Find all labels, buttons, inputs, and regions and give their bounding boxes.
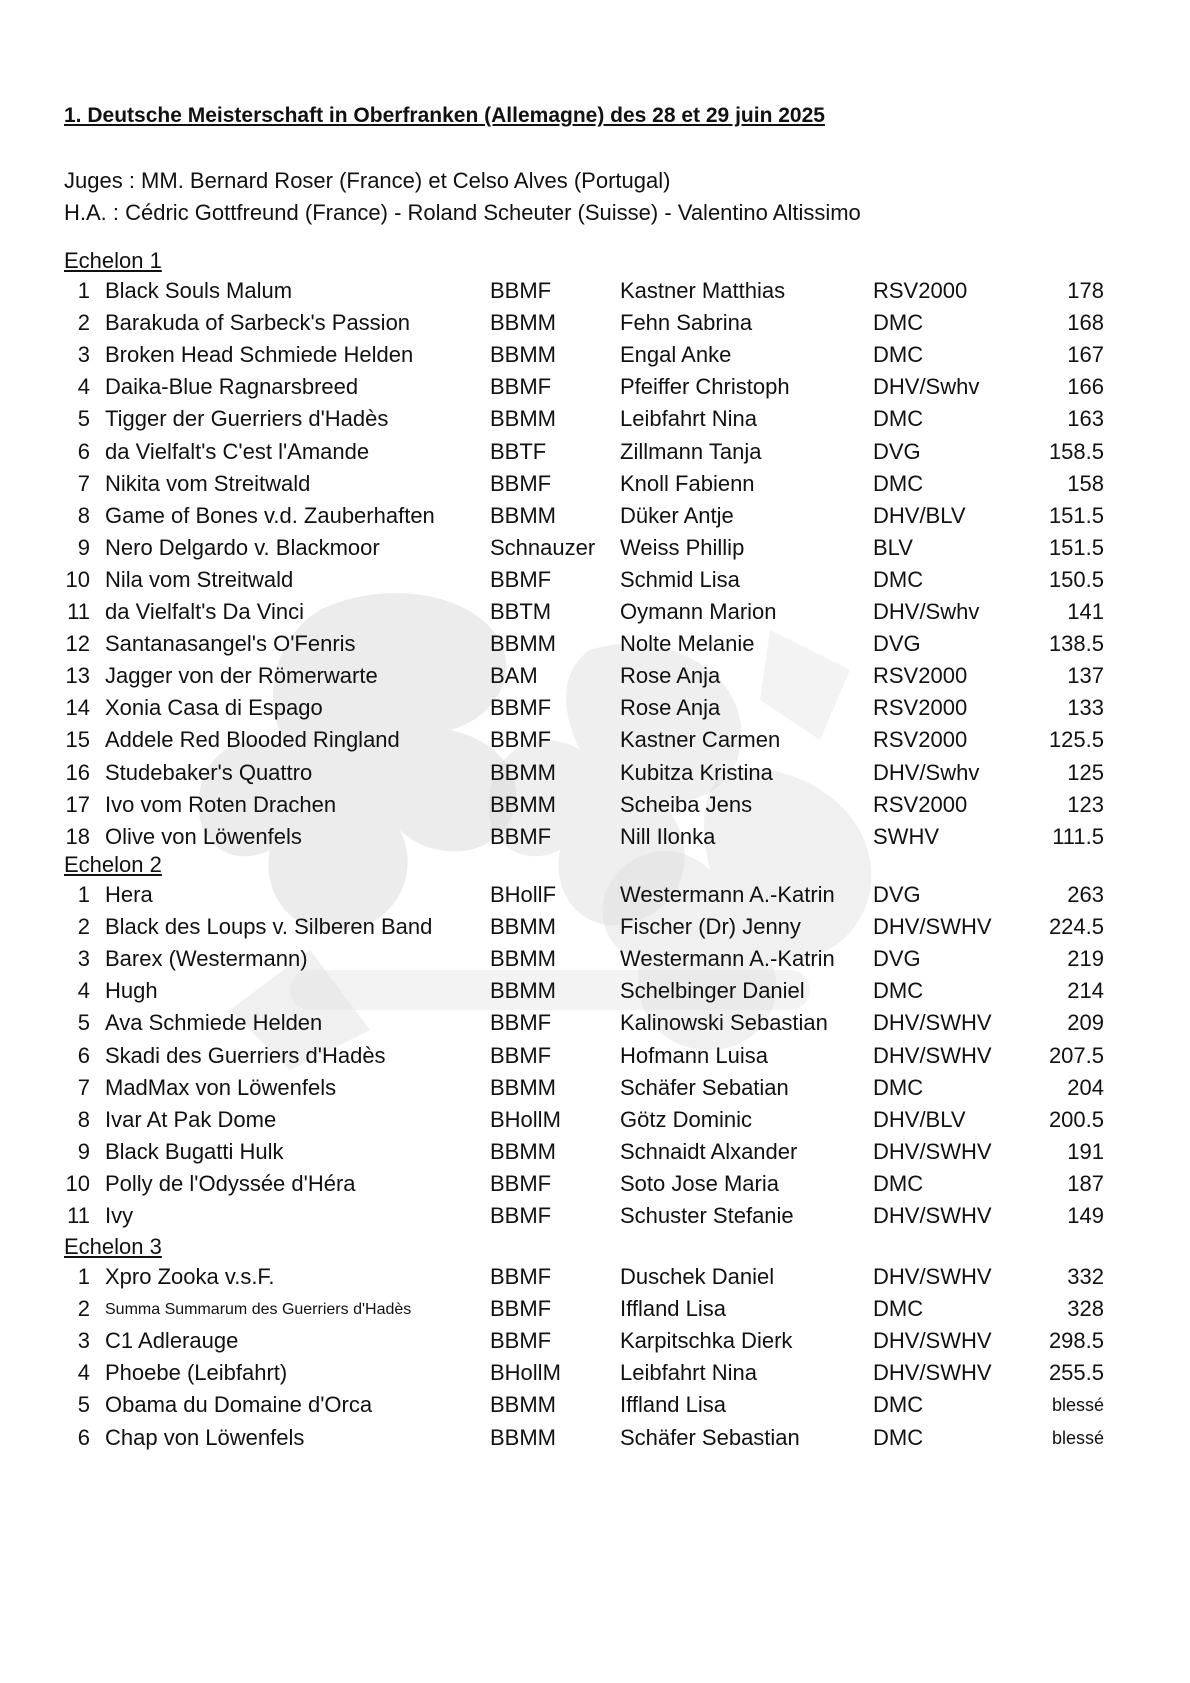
result-row <box>0 978 1190 1010</box>
handler-cell: Karpitschka Dierk <box>620 1328 793 1353</box>
dog-name-cell: MadMax von Löwenfels <box>105 1075 337 1100</box>
rank-cell: 12 <box>65 631 90 656</box>
club-cell: DVG <box>873 946 921 971</box>
dog-name-cell: Skadi des Guerriers d'Hadès <box>105 1043 386 1068</box>
club-cell: DMC <box>873 1171 924 1196</box>
score-cell: 263 <box>1067 882 1104 907</box>
breed-cell: BBMM <box>490 1139 556 1164</box>
handler-cell: Iffland Lisa <box>620 1392 727 1417</box>
rank-cell: 4 <box>77 978 90 1003</box>
score-cell: 187 <box>1067 1171 1104 1196</box>
club-cell: DHV/SWHV <box>873 1264 992 1289</box>
score-cell: 219 <box>1067 946 1104 971</box>
breed-cell: BBMF <box>490 1010 552 1035</box>
dog-name-cell: Addele Red Blooded Ringland <box>105 727 400 752</box>
handler-cell: Schnaidt Alxander <box>620 1139 798 1164</box>
score-cell: 166 <box>1067 374 1104 399</box>
breed-cell: BBMM <box>490 406 556 431</box>
score-cell: 151.5 <box>1048 535 1104 560</box>
result-row <box>0 792 1190 824</box>
rank-cell: 7 <box>77 1075 90 1100</box>
rank-cell: 11 <box>67 1203 90 1228</box>
dog-name-cell: Ava Schmiede Helden <box>105 1010 323 1035</box>
club-cell: DMC <box>873 1075 924 1100</box>
result-row <box>0 1010 1190 1042</box>
breed-cell: BBMF <box>490 1171 552 1196</box>
breed-cell: Schnauzer <box>490 535 596 560</box>
breed-cell: BBTM <box>490 599 552 624</box>
dog-name-cell: Game of Bones v.d. Zauberhaften <box>105 503 435 528</box>
dog-name-cell: Jagger von der Römerwarte <box>105 663 378 688</box>
result-row <box>0 1296 1190 1328</box>
result-row <box>0 1075 1190 1107</box>
handler-cell: Schäfer Sebatian <box>620 1075 789 1100</box>
result-row <box>0 1043 1190 1075</box>
result-row <box>0 374 1190 406</box>
breed-cell: BBMF <box>490 1328 552 1353</box>
score-cell: 167 <box>1067 342 1104 367</box>
dog-name-cell: Hera <box>105 882 153 907</box>
score-cell: 138.5 <box>1048 631 1104 656</box>
breed-cell: BBMF <box>490 1203 552 1228</box>
section-heading: Echelon 2 <box>64 852 162 877</box>
rank-cell: 2 <box>77 310 90 335</box>
breed-cell: BBMF <box>490 278 552 303</box>
club-cell: DHV/BLV <box>873 503 966 528</box>
club-cell: DHV/SWHV <box>873 914 992 939</box>
club-cell: DMC <box>873 978 924 1003</box>
result-row <box>0 663 1190 695</box>
rank-cell: 10 <box>65 1171 90 1196</box>
score-cell: 137 <box>1067 663 1104 688</box>
judges-line: Juges : MM. Bernard Roser (France) et Celso Alves (Portugal) <box>64 168 671 193</box>
score-cell: 149 <box>1067 1203 1104 1228</box>
handler-cell: Düker Antje <box>620 503 734 528</box>
handler-cell: Rose Anja <box>620 663 721 688</box>
rank-cell: 1 <box>77 278 90 303</box>
score-cell: 298.5 <box>1048 1328 1104 1353</box>
score-cell: 255.5 <box>1048 1360 1104 1385</box>
club-cell: DVG <box>873 882 921 907</box>
score-cell: 178 <box>1067 278 1104 303</box>
handler-cell: Kubitza Kristina <box>620 760 773 785</box>
result-row <box>0 1328 1190 1360</box>
dog-name-cell: Barex (Westermann) <box>105 946 308 971</box>
score-cell: 151.5 <box>1048 503 1104 528</box>
breed-cell: BBMF <box>490 1296 552 1321</box>
club-cell: DHV/SWHV <box>873 1328 992 1353</box>
rank-cell: 2 <box>77 914 90 939</box>
handler-cell: Zillmann Tanja <box>620 439 762 464</box>
dog-name-cell: Obama du Domaine d'Orca <box>105 1392 373 1417</box>
club-cell: DMC <box>873 342 924 367</box>
dog-name-cell: da Vielfalt's Da Vinci <box>105 599 305 624</box>
breed-cell: BBMM <box>490 978 556 1003</box>
dog-name-cell: Ivy <box>105 1203 134 1228</box>
score-cell: 158 <box>1067 471 1104 496</box>
club-cell: RSV2000 <box>873 695 968 720</box>
rank-cell: 4 <box>77 374 90 399</box>
breed-cell: BBMF <box>490 567 552 592</box>
dog-name-cell: Xpro Zooka v.s.F. <box>105 1264 275 1289</box>
rank-cell: 9 <box>77 1139 90 1164</box>
result-row <box>0 1360 1190 1392</box>
breed-cell: BBMF <box>490 1264 552 1289</box>
breed-cell: BHollF <box>490 882 557 907</box>
result-row <box>0 760 1190 792</box>
club-cell: SWHV <box>873 824 939 849</box>
handler-cell: Pfeiffer Christoph <box>620 374 790 399</box>
result-row <box>0 599 1190 631</box>
dog-name-cell: Polly de l'Odyssée d'Héra <box>105 1171 356 1196</box>
handler-cell: Nolte Melanie <box>620 631 755 656</box>
handler-cell: Weiss Phillip <box>620 535 745 560</box>
club-cell: DMC <box>873 1425 924 1450</box>
score-cell: 204 <box>1067 1075 1104 1100</box>
dog-name-cell: Black Bugatti Hulk <box>105 1139 284 1164</box>
result-row <box>0 471 1190 503</box>
breed-cell: BBMM <box>490 342 556 367</box>
club-cell: DHV/SWHV <box>873 1010 992 1035</box>
breed-cell: BBMM <box>490 503 556 528</box>
club-cell: DHV/SWHV <box>873 1139 992 1164</box>
rank-cell: 1 <box>77 882 90 907</box>
handler-cell: Rose Anja <box>620 695 721 720</box>
handler-cell: Westermann A.-Katrin <box>620 882 835 907</box>
rank-cell: 3 <box>77 946 90 971</box>
club-cell: DVG <box>873 631 921 656</box>
club-cell: DHV/SWHV <box>873 1203 992 1228</box>
breed-cell: BBMF <box>490 695 552 720</box>
result-row <box>0 342 1190 374</box>
handler-cell: Leibfahrt Nina <box>620 1360 757 1385</box>
result-row <box>0 503 1190 535</box>
handler-cell: Fehn Sabrina <box>620 310 753 335</box>
breed-cell: BBMF <box>490 1043 552 1068</box>
dog-name-cell: da Vielfalt's C'est l'Amande <box>105 439 370 464</box>
result-row <box>0 1264 1190 1296</box>
result-row <box>0 631 1190 663</box>
dog-name-cell: Black des Loups v. Silberen Band <box>105 914 433 939</box>
club-cell: DMC <box>873 1296 924 1321</box>
rank-cell: 2 <box>77 1296 90 1321</box>
rank-cell: 16 <box>65 760 90 785</box>
dog-name-cell: Black Souls Malum <box>105 278 293 303</box>
dog-name-cell: Summa Summarum des Guerriers d'Hadès <box>105 1301 412 1318</box>
dog-name-cell: Tigger der Guerriers d'Hadès <box>105 406 389 431</box>
result-row <box>0 439 1190 471</box>
rank-cell: 5 <box>77 406 90 431</box>
result-row <box>0 278 1190 310</box>
club-cell: DHV/SWHV <box>873 1043 992 1068</box>
rank-cell: 1 <box>77 1264 90 1289</box>
handler-cell: Götz Dominic <box>620 1107 753 1132</box>
club-cell: DHV/Swhv <box>873 599 980 624</box>
score-cell: 133 <box>1067 695 1104 720</box>
breed-cell: BBMM <box>490 792 556 817</box>
club-cell: DHV/BLV <box>873 1107 966 1132</box>
club-cell: DMC <box>873 406 924 431</box>
dog-name-cell: Nila vom Streitwald <box>105 567 294 592</box>
rank-cell: 6 <box>77 439 90 464</box>
rank-cell: 3 <box>77 1328 90 1353</box>
handler-cell: Schuster Stefanie <box>620 1203 794 1228</box>
breed-cell: BBMM <box>490 760 556 785</box>
dog-name-cell: Nero Delgardo v. Blackmoor <box>105 535 380 560</box>
breed-cell: BBMF <box>490 824 552 849</box>
handler-cell: Duschek Daniel <box>620 1264 775 1289</box>
result-row <box>0 310 1190 342</box>
breed-cell: BBMM <box>490 310 556 335</box>
section-heading: Echelon 3 <box>64 1234 162 1259</box>
breed-cell: BBTF <box>490 439 547 464</box>
handler-cell: Westermann A.-Katrin <box>620 946 835 971</box>
handler-cell: Schäfer Sebastian <box>620 1425 800 1450</box>
dog-name-cell: Studebaker's Quattro <box>105 760 313 785</box>
rank-cell: 11 <box>67 599 90 624</box>
score-cell: 125 <box>1067 760 1104 785</box>
club-cell: DHV/SWHV <box>873 1360 992 1385</box>
rank-cell: 9 <box>77 535 90 560</box>
score-cell: 168 <box>1067 310 1104 335</box>
result-row <box>0 567 1190 599</box>
handler-cell: Kalinowski Sebastian <box>620 1010 828 1035</box>
result-row <box>0 1425 1190 1457</box>
rank-cell: 14 <box>65 695 90 720</box>
rank-cell: 6 <box>77 1043 90 1068</box>
score-cell: 123 <box>1067 792 1104 817</box>
breed-cell: BBMM <box>490 946 556 971</box>
result-row <box>0 1107 1190 1139</box>
handler-cell: Fischer (Dr) Jenny <box>620 914 801 939</box>
handler-cell: Kastner Carmen <box>620 727 781 752</box>
rank-cell: 6 <box>77 1425 90 1450</box>
club-cell: RSV2000 <box>873 792 968 817</box>
rank-cell: 18 <box>65 824 90 849</box>
club-cell: DMC <box>873 1392 924 1417</box>
score-cell: 163 <box>1067 406 1104 431</box>
result-row <box>0 695 1190 727</box>
dog-name-cell: C1 Adlerauge <box>105 1328 239 1353</box>
score-cell: 141 <box>1067 599 1104 624</box>
rank-cell: 15 <box>65 727 90 752</box>
score-cell: 150.5 <box>1048 567 1104 592</box>
result-row <box>0 946 1190 978</box>
handler-cell: Oymann Marion <box>620 599 777 624</box>
dog-name-cell: Daika-Blue Ragnarsbreed <box>105 374 359 399</box>
club-cell: DMC <box>873 567 924 592</box>
club-cell: DHV/Swhv <box>873 374 980 399</box>
dog-name-cell: Santanasangel's O'Fenris <box>105 631 356 656</box>
rank-cell: 8 <box>77 1107 90 1132</box>
club-cell: DHV/Swhv <box>873 760 980 785</box>
rank-cell: 7 <box>77 471 90 496</box>
rank-cell: 8 <box>77 503 90 528</box>
handler-cell: Iffland Lisa <box>620 1296 727 1321</box>
score-cell: 209 <box>1067 1010 1104 1035</box>
club-cell: RSV2000 <box>873 727 968 752</box>
club-cell: BLV <box>873 535 913 560</box>
handler-cell: Scheiba Jens <box>620 792 753 817</box>
rank-cell: 4 <box>77 1360 90 1385</box>
breed-cell: BBMM <box>490 1425 556 1450</box>
result-row <box>0 1392 1190 1424</box>
breed-cell: BBMF <box>490 471 552 496</box>
score-cell: blessé <box>1051 1428 1104 1448</box>
score-cell: 332 <box>1067 1264 1104 1289</box>
club-cell: RSV2000 <box>873 663 968 688</box>
breed-cell: BBMM <box>490 1075 556 1100</box>
score-cell: blessé <box>1051 1395 1104 1415</box>
score-cell: 125.5 <box>1048 727 1104 752</box>
result-row <box>0 535 1190 567</box>
breed-cell: BBMM <box>490 631 556 656</box>
handler-cell: Nill Ilonka <box>620 824 716 849</box>
section-heading: Echelon 1 <box>64 248 162 273</box>
dog-name-cell: Olive von Löwenfels <box>105 824 302 849</box>
rank-cell: 17 <box>65 792 90 817</box>
breed-cell: BAM <box>490 663 538 688</box>
handler-cell: Schelbinger Daniel <box>620 978 805 1003</box>
handler-cell: Knoll Fabienn <box>620 471 755 496</box>
handler-cell: Hofmann Luisa <box>620 1043 768 1068</box>
score-cell: 214 <box>1067 978 1104 1003</box>
handler-cell: Soto Jose Maria <box>620 1171 779 1196</box>
breed-cell: BHollM <box>490 1360 561 1385</box>
result-row <box>0 914 1190 946</box>
result-row <box>0 1139 1190 1171</box>
rank-cell: 10 <box>65 567 90 592</box>
breed-cell: BBMM <box>490 914 556 939</box>
score-cell: 111.5 <box>1052 824 1104 849</box>
rank-cell: 3 <box>77 342 90 367</box>
score-cell: 328 <box>1067 1296 1104 1321</box>
rank-cell: 13 <box>65 663 90 688</box>
result-row <box>0 406 1190 438</box>
handler-cell: Engal Anke <box>620 342 732 367</box>
dog-name-cell: Ivo vom Roten Drachen <box>105 792 337 817</box>
dog-name-cell: Phoebe (Leibfahrt) <box>105 1360 288 1385</box>
club-cell: RSV2000 <box>873 278 968 303</box>
result-row <box>0 824 1190 856</box>
score-cell: 158.5 <box>1048 439 1104 464</box>
result-row <box>0 1203 1190 1235</box>
result-row <box>0 727 1190 759</box>
handler-cell: Leibfahrt Nina <box>620 406 757 431</box>
breed-cell: BHollM <box>490 1107 561 1132</box>
page-title: 1. Deutsche Meisterschaft in Oberfranken (Allemagne) des 28 et 29 juin 2025 <box>64 104 825 127</box>
dog-name-cell: Broken Head Schmiede Helden <box>105 342 414 367</box>
score-cell: 207.5 <box>1048 1043 1104 1068</box>
breed-cell: BBMM <box>490 1392 556 1417</box>
score-cell: 224.5 <box>1048 914 1104 939</box>
dog-name-cell: Hugh <box>105 978 158 1003</box>
handler-cell: Schmid Lisa <box>620 567 740 592</box>
rank-cell: 5 <box>77 1010 90 1035</box>
rank-cell: 5 <box>77 1392 90 1417</box>
club-cell: DVG <box>873 439 921 464</box>
handler-cell: Kastner Matthias <box>620 278 786 303</box>
score-cell: 191 <box>1067 1139 1104 1164</box>
score-cell: 200.5 <box>1048 1107 1104 1132</box>
dog-name-cell: Barakuda of Sarbeck's Passion <box>105 310 411 335</box>
dog-name-cell: Nikita vom Streitwald <box>105 471 311 496</box>
breed-cell: BBMF <box>490 727 552 752</box>
club-cell: DMC <box>873 471 924 496</box>
dog-name-cell: Ivar At Pak Dome <box>105 1107 277 1132</box>
dog-name-cell: Chap von Löwenfels <box>105 1425 305 1450</box>
dog-name-cell: Xonia Casa di Espago <box>105 695 323 720</box>
result-row <box>0 882 1190 914</box>
result-row <box>0 1171 1190 1203</box>
club-cell: DMC <box>873 310 924 335</box>
breed-cell: BBMF <box>490 374 552 399</box>
helpers-line: H.A. : Cédric Gottfreund (France) - Roland Scheuter (Suisse) - Valentino Altissimo <box>64 200 861 225</box>
